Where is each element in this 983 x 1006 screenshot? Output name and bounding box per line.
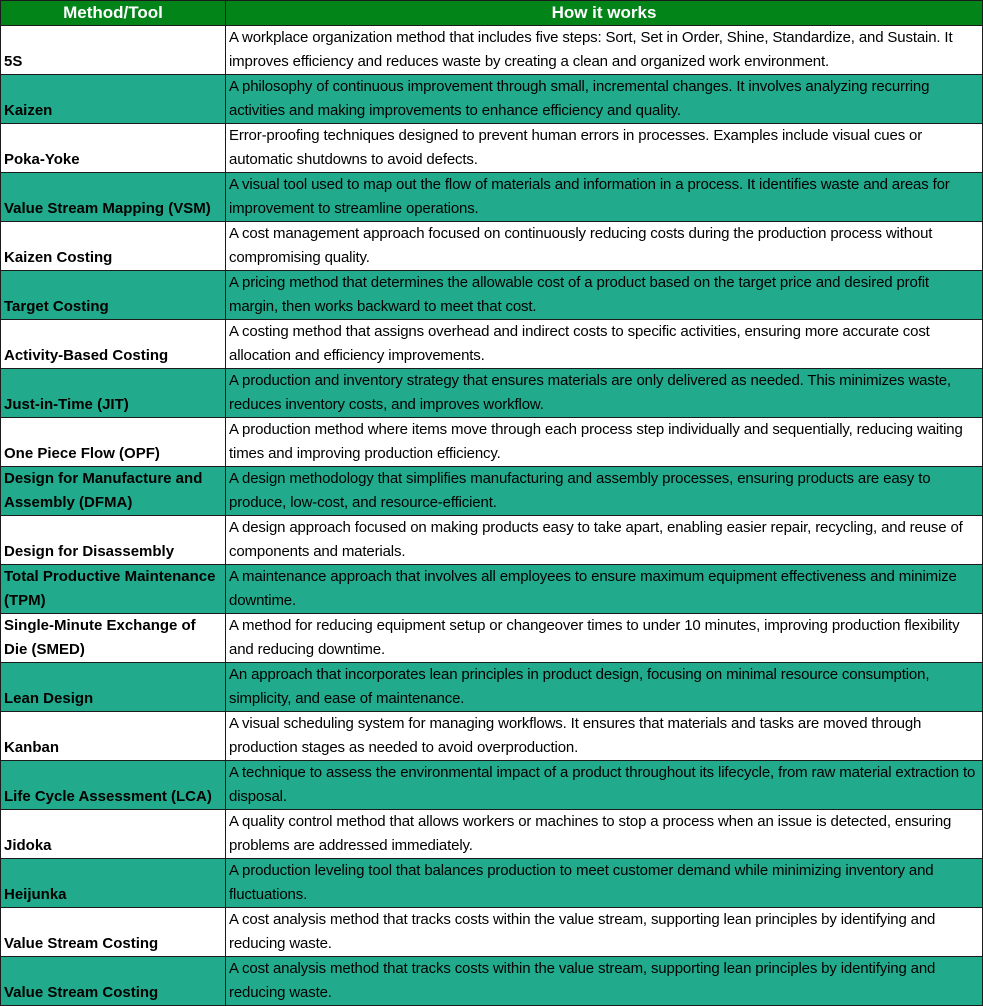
method-cell: 5S	[1, 26, 226, 75]
description-cell: A production method where items move through each process step individually and sequentially, reducing waiting times and improving production efficiency.	[226, 418, 983, 467]
method-cell: Total Productive Maintenance (TPM)	[1, 565, 226, 614]
description-cell: A maintenance approach that involves all employees to ensure maximum equipment effectiveness and minimize downtime.	[226, 565, 983, 614]
method-cell: Value Stream Costing	[1, 908, 226, 957]
description-cell: A cost management approach focused on continuously reducing costs during the production process without compromising quality.	[226, 222, 983, 271]
description-cell: A visual tool used to map out the flow of materials and information in a process. It identifies waste and areas for improvement to streamline operations.	[226, 173, 983, 222]
method-cell: Jidoka	[1, 810, 226, 859]
table-row	[1, 320, 983, 369]
table-row	[1, 369, 983, 418]
table-row	[1, 26, 983, 75]
description-cell: A cost analysis method that tracks costs within the value stream, supporting lean principles by identifying and reducing waste.	[226, 908, 983, 957]
description-cell: An approach that incorporates lean principles in product design, focusing on minimal resource consumption, simplicity, and ease of maintenance.	[226, 663, 983, 712]
method-cell: One Piece Flow (OPF)	[1, 418, 226, 467]
method-cell: Single-Minute Exchange of Die (SMED)	[1, 614, 226, 663]
description-cell: A method for reducing equipment setup or changeover times to under 10 minutes, improving production flexibility and reducing downtime.	[226, 614, 983, 663]
description-cell: A production and inventory strategy that ensures materials are only delivered as needed. This minimizes waste, reduces inventory costs, and improves workflow.	[226, 369, 983, 418]
description-cell: A visual scheduling system for managing workflows. It ensures that materials and tasks are moved through production stages as needed to avoid overproduction.	[226, 712, 983, 761]
column-header-how: How it works	[226, 1, 983, 26]
method-cell: Lean Design	[1, 663, 226, 712]
method-cell: Target Costing	[1, 271, 226, 320]
table-row	[1, 222, 983, 271]
description-cell: A philosophy of continuous improvement through small, incremental changes. It involves analyzing recurring activities and making improvements to enhance efficiency and quality.	[226, 75, 983, 124]
table-row	[1, 712, 983, 761]
method-cell: Life Cycle Assessment (LCA)	[1, 761, 226, 810]
method-cell: Activity-Based Costing	[1, 320, 226, 369]
table-row	[1, 418, 983, 467]
table-row	[1, 124, 983, 173]
table-row	[1, 614, 983, 663]
table-row	[1, 516, 983, 565]
description-cell: A design methodology that simplifies manufacturing and assembly processes, ensuring products are easy to produce, low-cost, and resource-efficient.	[226, 467, 983, 516]
description-cell: A technique to assess the environmental impact of a product throughout its lifecycle, from raw material extraction to disposal.	[226, 761, 983, 810]
description-cell: A workplace organization method that includes five steps: Sort, Set in Order, Shine, Standardize, and Sustain. It improves efficiency and reduces waste by creating a clean and organized work environment.	[226, 26, 983, 75]
method-cell: Heijunka	[1, 859, 226, 908]
method-cell: Just-in-Time (JIT)	[1, 369, 226, 418]
table-row	[1, 761, 983, 810]
table-row	[1, 957, 983, 1006]
method-cell: Kaizen	[1, 75, 226, 124]
table-row	[1, 565, 983, 614]
method-cell: Value Stream Mapping (VSM)	[1, 173, 226, 222]
method-cell: Value Stream Costing	[1, 957, 226, 1006]
description-cell: A quality control method that allows workers or machines to stop a process when an issue is detected, ensuring problems are addressed immediately.	[226, 810, 983, 859]
description-cell: A costing method that assigns overhead and indirect costs to specific activities, ensuring more accurate cost allocation and efficiency improvements.	[226, 320, 983, 369]
description-cell: Error-proofing techniques designed to prevent human errors in processes. Examples include visual cues or automatic shutdowns to avoid defects.	[226, 124, 983, 173]
method-cell: Poka-Yoke	[1, 124, 226, 173]
description-cell: A design approach focused on making products easy to take apart, enabling easier repair, recycling, and reuse of components and materials.	[226, 516, 983, 565]
description-cell: A cost analysis method that tracks costs within the value stream, supporting lean principles by identifying and reducing waste.	[226, 957, 983, 1006]
table-row	[1, 271, 983, 320]
table-header-row	[1, 1, 983, 26]
method-cell: Kaizen Costing	[1, 222, 226, 271]
table-row	[1, 75, 983, 124]
table-row	[1, 173, 983, 222]
table-row	[1, 467, 983, 516]
column-header-method: Method/Tool	[1, 1, 226, 26]
method-cell: Kanban	[1, 712, 226, 761]
description-cell: A pricing method that determines the allowable cost of a product based on the target price and desired profit margin, then works backward to meet that cost.	[226, 271, 983, 320]
table-row	[1, 663, 983, 712]
method-cell: Design for Manufacture and Assembly (DFMA)	[1, 467, 226, 516]
description-cell: A production leveling tool that balances production to meet customer demand while minimizing inventory and fluctuations.	[226, 859, 983, 908]
table-row	[1, 908, 983, 957]
method-cell: Design for Disassembly	[1, 516, 226, 565]
table-row	[1, 859, 983, 908]
table-row	[1, 810, 983, 859]
